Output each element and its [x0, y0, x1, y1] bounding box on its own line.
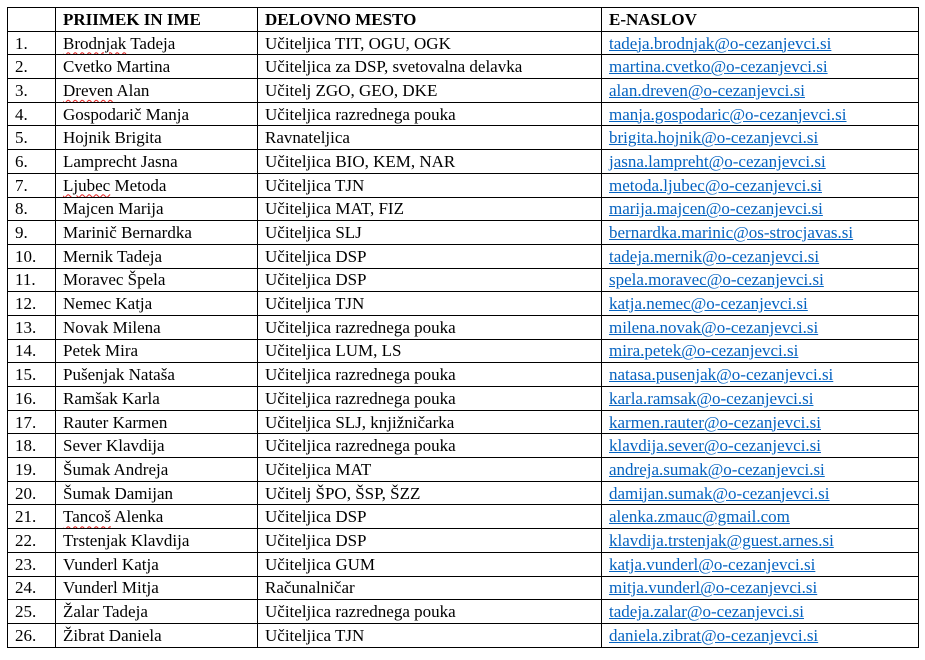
table-row [8, 268, 919, 292]
table-row [8, 150, 919, 174]
staff-email-cell [602, 481, 919, 505]
table-row [8, 221, 919, 245]
table-header-row [8, 8, 919, 32]
staff-name: Cvetko Martina [56, 55, 258, 79]
email-link[interactable]: bernardka.marinic@os-strocjavas.si [609, 223, 854, 243]
staff-position: Učiteljica razrednega pouka [258, 600, 602, 624]
staff-name-rest: Tadeja [126, 33, 176, 53]
email-link[interactable]: tadeja.brodnjak@o-cezanjevci.si [609, 33, 832, 53]
spellcheck-flagged-word: Dreven [63, 80, 114, 100]
staff-name: Trstenjak Klavdija [56, 529, 258, 553]
staff-email-cell [602, 363, 919, 387]
staff-name: Vunderl Katja [56, 552, 258, 576]
table-row [8, 197, 919, 221]
staff-position: Učiteljica SLJ [258, 221, 602, 245]
email-link[interactable]: mira.petek@o-cezanjevci.si [609, 341, 799, 361]
table-row [8, 79, 919, 103]
staff-name [56, 173, 258, 197]
staff-position: Učiteljica LUM, LS [258, 339, 602, 363]
staff-name: Nemec Katja [56, 292, 258, 316]
row-number: 15. [8, 363, 56, 387]
header-email: E-NASLOV [602, 8, 919, 32]
staff-position: Učiteljica DSP [258, 268, 602, 292]
staff-name-rest: Alenka [110, 507, 164, 527]
staff-email-cell [602, 79, 919, 103]
email-link[interactable]: natasa.pusenjak@o-cezanjevci.si [609, 365, 834, 385]
email-link[interactable]: alenka.zmauc@gmail.com [609, 507, 790, 527]
staff-position: Učiteljica razrednega pouka [258, 102, 602, 126]
staff-position: Učitelj ŠPO, ŠSP, ŠZZ [258, 481, 602, 505]
staff-email-cell [602, 102, 919, 126]
staff-position: Učiteljica TJN [258, 173, 602, 197]
staff-position: Učiteljica razrednega pouka [258, 363, 602, 387]
staff-email-cell [602, 315, 919, 339]
row-number: 5. [8, 126, 56, 150]
staff-position: Računalničar [258, 576, 602, 600]
row-number: 1. [8, 31, 56, 55]
table-row [8, 173, 919, 197]
staff-position: Učiteljica GUM [258, 552, 602, 576]
email-link[interactable]: karla.ramsak@o-cezanjevci.si [609, 388, 814, 408]
table-row [8, 434, 919, 458]
email-link[interactable]: marija.majcen@o-cezanjevci.si [609, 199, 823, 219]
header-number [8, 8, 56, 32]
staff-name: Šumak Damijan [56, 481, 258, 505]
staff-email-cell [602, 197, 919, 221]
table-row [8, 339, 919, 363]
row-number: 16. [8, 387, 56, 411]
email-link[interactable]: karmen.rauter@o-cezanjevci.si [609, 412, 821, 432]
staff-name: Žalar Tadeja [56, 600, 258, 624]
staff-email-cell [602, 244, 919, 268]
email-link[interactable]: spela.moravec@o-cezanjevci.si [609, 270, 824, 290]
table-row [8, 552, 919, 576]
table-row [8, 55, 919, 79]
staff-name-rest: Metoda [110, 175, 167, 195]
staff-email-cell [602, 552, 919, 576]
table-row [8, 576, 919, 600]
staff-email-cell [602, 623, 919, 647]
table-body [8, 31, 919, 647]
email-link[interactable]: daniela.zibrat@o-cezanjevci.si [609, 625, 819, 645]
staff-email-cell [602, 31, 919, 55]
table-row [8, 31, 919, 55]
staff-name: Marinič Bernardka [56, 221, 258, 245]
table-row [8, 410, 919, 434]
table-row [8, 600, 919, 624]
row-number: 12. [8, 292, 56, 316]
staff-name: Rauter Karmen [56, 410, 258, 434]
staff-email-cell [602, 150, 919, 174]
row-number: 25. [8, 600, 56, 624]
staff-name: Lamprecht Jasna [56, 150, 258, 174]
staff-name: Ramšak Karla [56, 387, 258, 411]
staff-name: Hojnik Brigita [56, 126, 258, 150]
table-row [8, 529, 919, 553]
staff-email-cell [602, 576, 919, 600]
email-link[interactable]: katja.vunderl@o-cezanjevci.si [609, 554, 816, 574]
staff-position: Učiteljica DSP [258, 244, 602, 268]
staff-position: Učiteljica DSP [258, 505, 602, 529]
staff-position: Učiteljica za DSP, svetovalna delavka [258, 55, 602, 79]
email-link[interactable]: brigita.hojnik@o-cezanjevci.si [609, 128, 819, 148]
staff-email-cell [602, 55, 919, 79]
table-row [8, 126, 919, 150]
staff-email-cell [602, 529, 919, 553]
row-number: 17. [8, 410, 56, 434]
table-row [8, 481, 919, 505]
table-row [8, 505, 919, 529]
table-row [8, 387, 919, 411]
staff-name: Petek Mira [56, 339, 258, 363]
staff-email-cell [602, 126, 919, 150]
email-link[interactable]: alan.dreven@o-cezanjevci.si [609, 80, 805, 100]
row-number: 21. [8, 505, 56, 529]
spellcheck-flagged-word: Ljubec [63, 175, 111, 195]
staff-email-cell [602, 173, 919, 197]
staff-name [56, 31, 258, 55]
row-number: 8. [8, 197, 56, 221]
email-link[interactable]: klavdija.sever@o-cezanjevci.si [609, 436, 822, 456]
staff-position: Učiteljica SLJ, knjižničarka [258, 410, 602, 434]
row-number: 2. [8, 55, 56, 79]
staff-position: Učiteljica razrednega pouka [258, 315, 602, 339]
email-link[interactable]: milena.novak@o-cezanjevci.si [609, 317, 819, 337]
row-number: 7. [8, 173, 56, 197]
email-link[interactable]: andreja.sumak@o-cezanjevci.si [609, 459, 825, 479]
spellcheck-flagged-word: Tancoš [63, 507, 111, 527]
row-number: 13. [8, 315, 56, 339]
staff-position: Učiteljica razrednega pouka [258, 434, 602, 458]
staff-email-cell [602, 387, 919, 411]
row-number: 18. [8, 434, 56, 458]
staff-email-cell [602, 410, 919, 434]
row-number: 10. [8, 244, 56, 268]
row-number: 20. [8, 481, 56, 505]
spellcheck-flagged-word: Brodnjak [63, 33, 127, 53]
staff-name [56, 505, 258, 529]
email-link[interactable]: mitja.vunderl@o-cezanjevci.si [609, 578, 818, 598]
staff-name: Žibrat Daniela [56, 623, 258, 647]
staff-position: Učiteljica TJN [258, 623, 602, 647]
staff-name: Novak Milena [56, 315, 258, 339]
staff-name-rest: Alan [113, 80, 150, 100]
staff-position: Učiteljica razrednega pouka [258, 387, 602, 411]
staff-contact-table [7, 7, 919, 648]
email-link[interactable]: damijan.sumak@o-cezanjevci.si [609, 483, 830, 503]
staff-position: Učiteljica MAT, FIZ [258, 197, 602, 221]
staff-email-cell [602, 434, 919, 458]
header-name: PRIIMEK IN IME [56, 8, 258, 32]
staff-position: Učiteljica BIO, KEM, NAR [258, 150, 602, 174]
staff-name: Majcen Marija [56, 197, 258, 221]
row-number: 9. [8, 221, 56, 245]
email-link[interactable]: tadeja.mernik@o-cezanjevci.si [609, 246, 820, 266]
email-link[interactable]: jasna.lampreht@o-cezanjevci.si [609, 151, 826, 171]
staff-position: Učiteljica TJN [258, 292, 602, 316]
staff-name: Moravec Špela [56, 268, 258, 292]
email-link[interactable]: metoda.ljubec@o-cezanjevci.si [609, 175, 822, 195]
row-number: 24. [8, 576, 56, 600]
row-number: 4. [8, 102, 56, 126]
staff-position: Ravnateljica [258, 126, 602, 150]
staff-email-cell [602, 458, 919, 482]
staff-email-cell [602, 505, 919, 529]
staff-email-cell [602, 339, 919, 363]
staff-email-cell [602, 600, 919, 624]
staff-name: Pušenjak Nataša [56, 363, 258, 387]
staff-position: Učiteljica MAT [258, 458, 602, 482]
table-row [8, 623, 919, 647]
staff-email-cell [602, 268, 919, 292]
row-number: 26. [8, 623, 56, 647]
row-number: 23. [8, 552, 56, 576]
email-link[interactable]: martina.cvetko@o-cezanjevci.si [609, 57, 828, 77]
table-row [8, 458, 919, 482]
staff-position: Učitelj ZGO, GEO, DKE [258, 79, 602, 103]
row-number: 6. [8, 150, 56, 174]
staff-name: Gospodarič Manja [56, 102, 258, 126]
table-row [8, 363, 919, 387]
table-row [8, 292, 919, 316]
staff-name [56, 79, 258, 103]
table-row [8, 244, 919, 268]
staff-email-cell [602, 221, 919, 245]
row-number: 11. [8, 268, 56, 292]
email-link[interactable]: tadeja.zalar@o-cezanjevci.si [609, 602, 804, 622]
staff-name: Šumak Andreja [56, 458, 258, 482]
header-position: DELOVNO MESTO [258, 8, 602, 32]
row-number: 14. [8, 339, 56, 363]
staff-name: Sever Klavdija [56, 434, 258, 458]
staff-position: Učiteljica DSP [258, 529, 602, 553]
staff-name: Vunderl Mitja [56, 576, 258, 600]
table-row [8, 315, 919, 339]
staff-email-cell [602, 292, 919, 316]
table-row [8, 102, 919, 126]
email-link[interactable]: klavdija.trstenjak@guest.arnes.si [609, 530, 834, 550]
row-number: 3. [8, 79, 56, 103]
staff-position: Učiteljica TIT, OGU, OGK [258, 31, 602, 55]
row-number: 22. [8, 529, 56, 553]
email-link[interactable]: katja.nemec@o-cezanjevci.si [609, 294, 808, 314]
row-number: 19. [8, 458, 56, 482]
staff-name: Mernik Tadeja [56, 244, 258, 268]
email-link[interactable]: manja.gospodaric@o-cezanjevci.si [609, 104, 847, 124]
